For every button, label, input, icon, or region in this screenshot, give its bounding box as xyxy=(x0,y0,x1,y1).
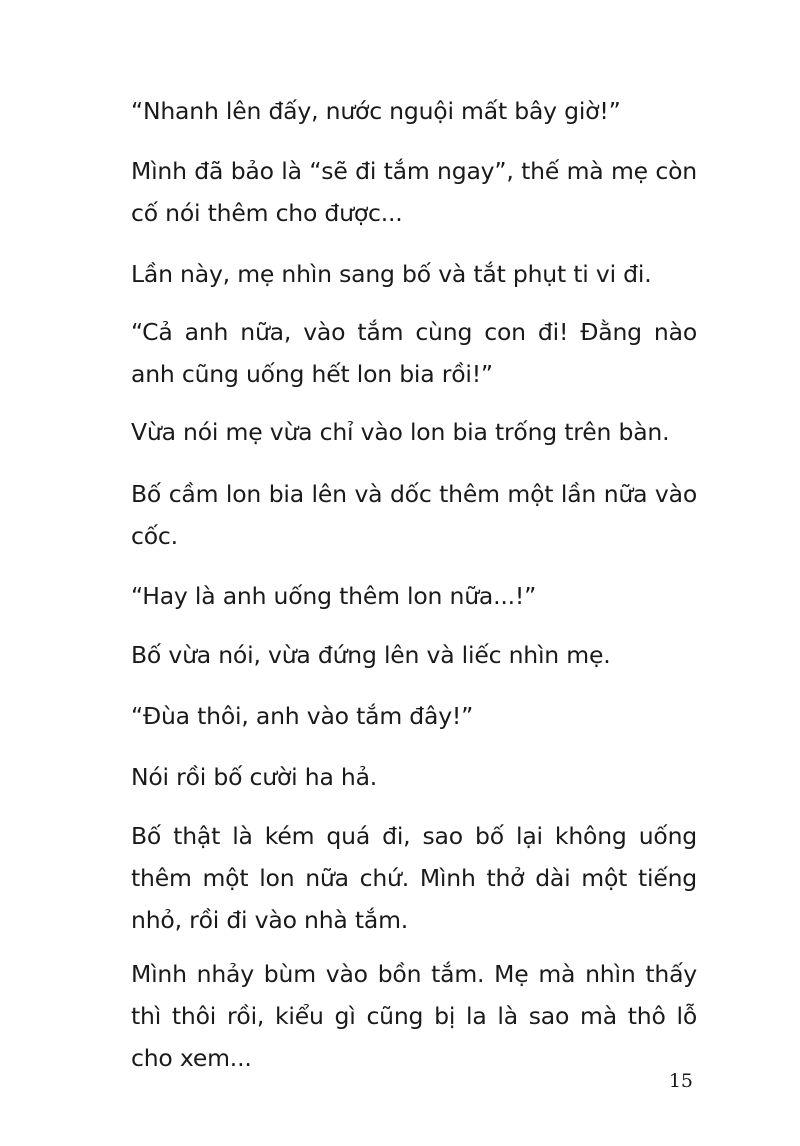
paragraph-4: “Cả anh nữa, vào tắm cùng con đi! Đằng nào anh cũng uống hết lon bia rồi!” xyxy=(131,318,697,388)
paragraph-5: Vừa nói mẹ vừa chỉ vào lon bia trống trên bàn. xyxy=(131,418,670,446)
paragraph-9: “Đùa thôi, anh vào tắm đây!” xyxy=(131,702,474,730)
paragraph-7: “Hay là anh uống thêm lon nữa...!” xyxy=(131,582,537,610)
page-number: 15 xyxy=(668,1070,693,1092)
paragraph-3: Lần này, mẹ nhìn sang bố và tắt phụt ti vi đi. xyxy=(131,260,652,288)
paragraph-11: Bố thật là kém quá đi, sao bố lại không uống thêm một lon nữa chứ. Mình thở dài một tiếng nhỏ, rồi đi vào nhà tắm. xyxy=(131,822,697,934)
paragraph-2: Mình đã bảo là “sẽ đi tắm ngay”, thế mà mẹ còn cố nói thêm cho được... xyxy=(131,157,697,227)
paragraph-1: “Nhanh lên đấy, nước nguội mất bây giờ!” xyxy=(131,97,621,125)
paragraph-12: Mình nhảy bùm vào bồn tắm. Mẹ mà nhìn thấy thì thôi rồi, kiểu gì cũng bị la là sao mà thô lỗ cho xem... xyxy=(131,960,697,1072)
paragraph-6: Bố cầm lon bia lên và dốc thêm một lần nữa vào cốc. xyxy=(131,480,697,550)
paragraph-8: Bố vừa nói, vừa đứng lên và liếc nhìn mẹ. xyxy=(131,641,611,669)
paragraph-10: Nói rồi bố cười ha hả. xyxy=(131,763,378,791)
